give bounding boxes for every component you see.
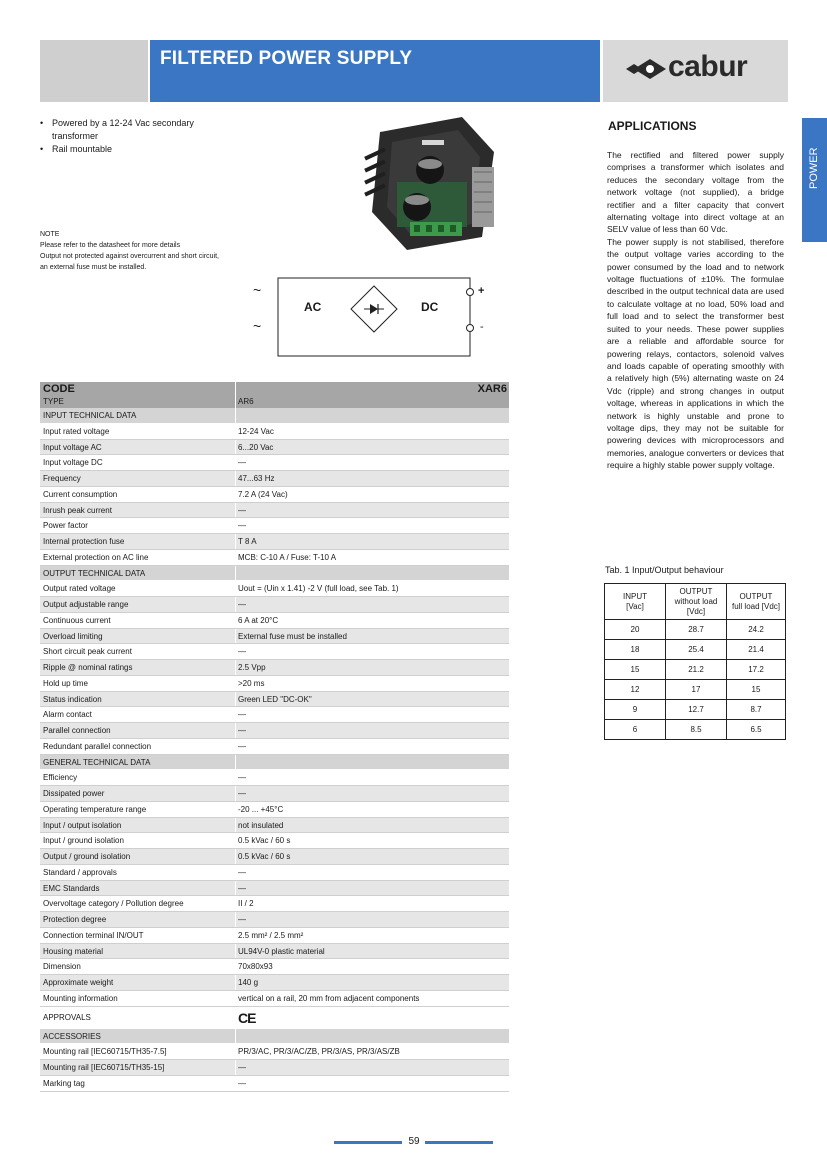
io-cell: 8.7 [727,700,786,720]
spec-row [40,487,509,503]
io-header-line: OUTPUT [739,591,773,601]
spec-label: Dimension [43,962,81,972]
code-value: XAR6 [477,383,507,395]
spec-label: Inrush peak current [43,505,112,515]
spec-row [40,518,509,534]
minus-terminal: - [480,321,484,333]
spec-column-divider [235,518,236,533]
spec-value: — [238,867,246,877]
spec-label: Status indication [43,694,102,704]
feature-item: • Rail mountable [40,143,215,156]
page-title: FILTERED POWER SUPPLY [160,48,413,69]
note-title: NOTE [40,231,60,238]
spec-row [40,597,509,613]
spec-value: 2.5 mm² / 2.5 mm² [238,930,304,940]
spec-column-divider [235,692,236,707]
ce-mark-icon: CE [238,1009,256,1026]
type-value: AR6 [238,397,254,406]
spec-value: — [238,710,246,720]
spec-label: Mounting rail [IEC60715/TH35-7.5] [43,1047,167,1057]
spec-column-divider [235,440,236,455]
spec-value: 0.5 kVac / 60 s [238,852,291,861]
spec-column-divider [235,408,236,423]
spec-value: T 8 A [238,537,257,546]
spec-column-divider [235,818,236,833]
io-header-line: [Vdc] [686,606,706,616]
spec-value: 6 A at 20°C [238,615,279,625]
spec-label: Input voltage DC [43,458,103,468]
spec-value: — [238,505,246,515]
spec-label: OUTPUT TECHNICAL DATA [43,568,146,578]
spec-row [40,707,509,723]
spec-row [40,503,509,519]
applications-paragraph: The power supply is not stabilised, therefore the output voltage varies according to the power consumed by the load and to network voltage fluctuations of ±10%. The formulae described in the output technical data are used to calculate voltage at no load, 50% load and full load and to select the transformer best suited to your needs. These power supplies are a reliable and affordable source for powering relays, contactors, solenoid valves and loads capable of operating smoothly with a relatively high (5%) alternating waste on 24 Vdc (ripple) and strong changes in output voltage, whereas in applications in which the network is highly unstable and prone to voltage dips, they may not be suitable for powering devices with microprocessors and memories, analogue converters or devices that require a highly stable power supply voltage. [607,236,784,471]
io-cell: 17 [666,680,727,700]
spec-label: Output adjustable range [43,600,129,609]
spec-row [40,1044,509,1060]
spec-row [40,1060,509,1076]
spec-row [40,975,509,991]
spec-value: — [238,647,246,657]
io-cell: 18 [605,640,666,660]
spec-row [40,865,509,881]
spec-column-divider [235,881,236,896]
spec-row [40,1076,509,1092]
spec-column-divider [235,755,236,770]
spec-label: Overvoltage category / Pollution degree [43,899,184,909]
spec-value: — [238,521,246,531]
spec-row [40,818,509,834]
io-cell: 15 [727,680,786,700]
spec-column-divider [235,676,236,691]
spec-label: Output rated voltage [43,584,116,594]
spec-label: Input / output isolation [43,820,122,830]
spec-section-row [40,755,509,771]
spec-table-header [40,382,509,408]
spec-row [40,471,509,487]
spec-value: 70x80x93 [238,962,273,972]
spec-value: — [238,458,246,468]
spec-column-divider [235,849,236,864]
io-header-no-load [666,584,727,620]
spec-column-divider [235,644,236,659]
spec-column-divider [235,912,236,927]
spec-value: 12-24 Vac [238,426,274,436]
spec-column-divider [235,975,236,990]
spec-row [40,786,509,802]
spec-column-divider [235,991,236,1006]
spec-label: Efficiency [43,773,78,783]
circuit-diagram [245,270,505,360]
spec-row [40,896,509,912]
ac-label: AC [304,300,322,314]
io-table-row [605,680,786,700]
spec-column-divider [235,581,236,596]
spec-value: 140 g [238,978,259,987]
type-label: TYPE [43,397,64,406]
spec-column-divider [235,786,236,801]
feature-item: • Powered by a 12-24 Vac secondary transformer [40,117,215,143]
spec-label: Protection degree [43,915,107,924]
io-table-row [605,620,786,640]
spec-column-divider [235,896,236,911]
spec-row [40,833,509,849]
io-header-input [605,584,666,620]
footer-rule-right [425,1141,493,1144]
io-header-line: [Vac] [626,601,644,611]
spec-column-divider [235,534,236,549]
spec-column-divider [235,865,236,880]
spec-value: 7.2 A (24 Vac) [238,489,288,499]
spec-row [40,991,509,1007]
spec-column-divider [235,487,236,502]
spec-value: 47...63 Hz [238,474,275,483]
spec-value: >20 ms [238,678,265,688]
spec-column-divider [235,660,236,675]
feature-list [40,117,215,156]
io-table-header [605,584,786,620]
spec-row [40,629,509,645]
header-grey-block [40,40,148,102]
spec-row [40,440,509,456]
cabur-logo-icon [626,56,666,82]
spec-column-divider [235,424,236,439]
spec-column-divider [235,928,236,943]
spec-column-divider [235,1044,236,1059]
brand-logo-text: cabur [668,50,748,83]
note-line: an external fuse must be installed. [40,264,147,271]
io-header-line: OUTPUT [679,586,713,596]
spec-label: ACCESSORIES [43,1031,101,1041]
spec-column-divider [235,1076,236,1091]
note-line: Please refer to the datasheet for more details [40,242,181,249]
spec-row [40,613,509,629]
note-block [40,229,240,273]
spec-section-row [40,566,509,582]
spec-label: Short circuit peak current [43,647,132,657]
io-cell: 8.5 [666,720,727,740]
spec-label: GENERAL TECHNICAL DATA [43,757,151,767]
io-header-full-load [727,584,786,620]
spec-section-row [40,408,509,424]
spec-label: APPROVALS [43,1012,91,1022]
io-table-row [605,700,786,720]
spec-value: — [238,1063,246,1072]
spec-label: Housing material [43,946,104,956]
applications-title: APPLICATIONS [608,119,697,133]
spec-section-row [40,1029,509,1045]
spec-label: Input / ground isolation [43,836,124,846]
ac-symbol-top: ~ [253,282,262,298]
spec-value: Green LED "DC-OK" [238,694,312,704]
io-table-row [605,660,786,680]
io-header-line: INPUT [623,591,647,601]
spec-value: 0.5 kVac / 60 s [238,836,291,846]
spec-label: Hold up time [43,678,88,688]
spec-column-divider [235,455,236,470]
spec-label: Internal protection fuse [43,537,125,546]
spec-column-divider [235,739,236,754]
applications-body [607,149,784,472]
spec-label: Power factor [43,521,88,531]
spec-value: — [238,1078,246,1088]
io-cell: 6.5 [727,720,786,740]
io-table-caption: Tab. 1 Input/Output behaviour [605,565,724,575]
spec-column-divider [235,770,236,785]
spec-label: Ripple @ nominal ratings [43,663,133,672]
spec-label: Operating temperature range [43,804,147,814]
io-cell: 17.2 [727,660,786,680]
spec-value: -20 ... +45°C [238,804,284,814]
spec-label: Dissipated power [43,789,105,798]
code-label: CODE [43,383,75,395]
spec-label: Redundant parallel connection [43,741,152,751]
spec-row [40,912,509,928]
spec-label: Overload limiting [43,631,103,641]
spec-label: Marking tag [43,1078,85,1088]
spec-row [40,676,509,692]
io-table-row [605,640,786,660]
spec-value: — [238,600,246,609]
io-cell: 6 [605,720,666,740]
io-cell: 24.2 [727,620,786,640]
spec-label: Current consumption [43,489,118,499]
spec-label: Standard / approvals [43,867,117,877]
io-behaviour-table [604,583,786,740]
spec-row [40,881,509,897]
spec-table [40,408,509,1092]
spec-label: Input rated voltage [43,426,110,436]
io-table-row [605,720,786,740]
spec-value: II / 2 [238,899,254,909]
spec-value: vertical on a rail, 20 mm from adjacent components [238,993,420,1003]
spec-value: PR/3/AC, PR/3/AC/ZB, PR/3/AS, PR/3/AS/ZB [238,1047,400,1057]
spec-row [40,959,509,975]
spec-column-divider [235,629,236,644]
spec-label: Input voltage AC [43,442,102,452]
spec-label: Mounting information [43,993,118,1003]
dc-label: DC [421,300,439,314]
io-cell: 21.2 [666,660,727,680]
io-cell: 25.4 [666,640,727,660]
spec-column-divider [235,1007,236,1028]
io-cell: 9 [605,700,666,720]
spec-column-divider [235,802,236,817]
spec-column-divider [235,833,236,848]
spec-row [40,928,509,944]
footer-rule-left [334,1141,402,1144]
spec-label: Parallel connection [43,726,111,735]
spec-label: Mounting rail [IEC60715/TH35-15] [43,1063,165,1072]
spec-label: EMC Standards [43,883,100,893]
spec-row [40,770,509,786]
spec-label: Continuous current [43,615,111,625]
io-cell: 28.7 [666,620,727,640]
spec-value: — [238,789,246,798]
spec-row [40,581,509,597]
spec-row [40,692,509,708]
spec-column-divider [235,1029,236,1044]
spec-value: not insulated [238,820,284,830]
io-cell: 21.4 [727,640,786,660]
spec-label: INPUT TECHNICAL DATA [43,411,137,420]
spec-column-divider [235,471,236,486]
spec-column-divider [235,566,236,581]
spec-row [40,723,509,739]
io-cell: 20 [605,620,666,640]
product-photo [362,112,502,252]
spec-row [40,550,509,566]
spec-label: Frequency [43,474,81,483]
io-header-line: full load [Vdc] [731,601,781,611]
spec-row [40,802,509,818]
spec-value: — [238,741,246,751]
spec-column-divider [235,959,236,974]
plus-terminal: + [478,285,485,297]
note-line: Output not protected against overcurrent and short circuit, [40,253,219,260]
spec-label: Connection terminal IN/OUT [43,930,144,940]
spec-row [40,424,509,440]
section-tab-label: POWER [808,147,820,189]
spec-column-divider [235,503,236,518]
spec-header-divider [235,382,236,408]
spec-row [40,534,509,550]
spec-column-divider [235,613,236,628]
spec-label: Alarm contact [43,710,92,720]
spec-value: 2.5 Vpp [238,663,266,672]
spec-row [40,944,509,960]
io-cell: 15 [605,660,666,680]
page-number: 59 [408,1136,420,1147]
spec-value: MCB: C-10 A / Fuse: T-10 A [238,552,337,562]
ac-symbol-bottom: ~ [253,318,262,334]
spec-label: Output / ground isolation [43,852,131,861]
spec-row [40,739,509,755]
spec-value: 6...20 Vac [238,442,274,452]
applications-paragraph: The rectified and filtered power supply comprises a transformer which isolates and reduces the secondary voltage from the network voltage (not supplied), a bridge rectifier and a filter capacity that convert alternating voltage into direct voltage at an SELV value of less than 60 Vdc. [607,150,784,235]
spec-column-divider [235,723,236,738]
spec-value: — [238,726,246,735]
spec-value: External fuse must be installed [238,631,347,641]
spec-value: — [238,773,246,783]
io-cell: 12.7 [666,700,727,720]
io-header-line: without load [674,596,718,606]
spec-row [40,1007,509,1029]
spec-label: Approximate weight [43,978,114,987]
spec-row [40,849,509,865]
spec-column-divider [235,944,236,959]
spec-row [40,455,509,471]
spec-value: UL94V-0 plastic material [238,946,325,956]
spec-row [40,660,509,676]
spec-column-divider [235,707,236,722]
spec-row [40,644,509,660]
spec-column-divider [235,597,236,612]
spec-column-divider [235,550,236,565]
spec-label: External protection on AC line [43,552,149,562]
spec-column-divider [235,1060,236,1075]
spec-value: — [238,883,246,893]
spec-value: — [238,915,246,924]
io-cell: 12 [605,680,666,700]
spec-value: Uout = (Uin x 1.41) -2 V (full load, see Tab. 1) [238,584,399,594]
